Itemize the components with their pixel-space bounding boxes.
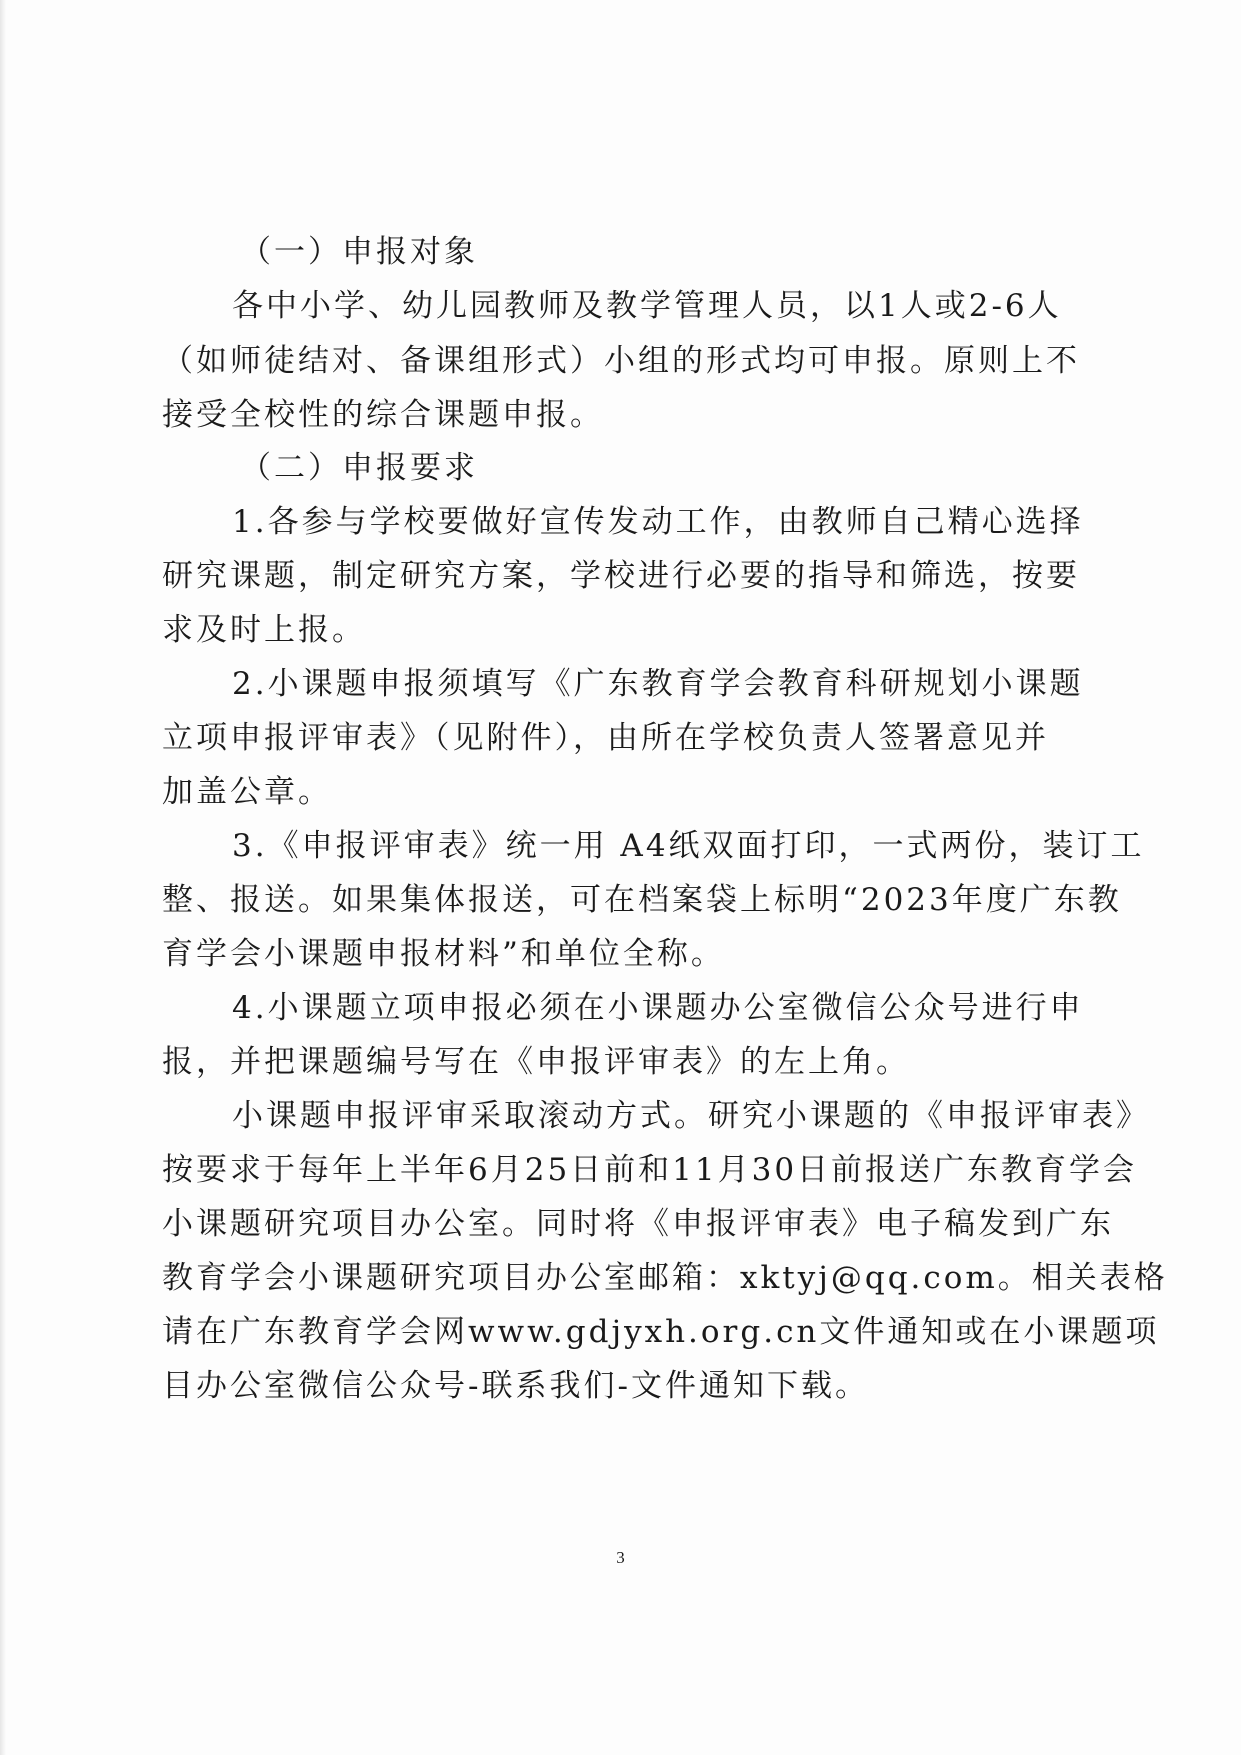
- paragraph-line: 研究课题，制定研究方案，学校进行必要的指导和筛选，按要: [162, 558, 1080, 594]
- paragraph-line: 小课题研究项目办公室。同时将《申报评审表》电子稿发到广东: [162, 1206, 1114, 1242]
- paragraph-line: 按要求于每年上半年6月25日前和11月30日前报送广东教育学会: [162, 1152, 1138, 1188]
- paragraph-line: 4.小课题立项申报必须在小课题办公室微信公众号进行申: [232, 990, 1084, 1026]
- paragraph-line: 求及时上报。: [162, 612, 366, 648]
- paragraph-line: 整、报送。如果集体报送，可在档案袋上标明“2023年度广东教: [162, 882, 1122, 918]
- paragraph-line: 育学会小课题申报材料”和单位全称。: [162, 936, 725, 972]
- paragraph-line: 教育学会小课题研究项目办公室邮箱：xktyj@qq.com。相关表格: [162, 1260, 1168, 1296]
- section-heading-2: （二）申报要求: [240, 450, 478, 486]
- paragraph-line: 请在广东教育学会网www.gdjyxh.org.cn文件通知或在小课题项: [162, 1314, 1160, 1350]
- paragraph-line: 3.《申报评审表》统一用 A4纸双面打印，一式两份，装订工: [232, 828, 1145, 864]
- paragraph-line: 各中小学、幼儿园教师及教学管理人员，以1人或2-6人: [232, 288, 1062, 324]
- paragraph-line: 立项申报评审表》（见附件），由所在学校负责人签署意见并: [162, 720, 1049, 756]
- page-number: 3: [616, 1548, 625, 1567]
- paragraph-line: 接受全校性的综合课题申报。: [162, 397, 604, 433]
- paragraph-line: 1.各参与学校要做好宣传发动工作，由教师自己精心选择: [232, 504, 1084, 540]
- section-heading-1: （一）申报对象: [240, 234, 478, 270]
- paragraph-line: 2.小课题申报须填写《广东教育学会教育科研规划小课题: [232, 666, 1084, 702]
- paragraph-line: 报，并把课题编号写在《申报评审表》的左上角。: [162, 1044, 910, 1080]
- paragraph-line: 加盖公章。: [162, 774, 332, 810]
- paragraph-line: 小课题申报评审采取滚动方式。研究小课题的《申报评审表》: [232, 1098, 1150, 1134]
- paragraph-line: （如师徒结对、备课组形式）小组的形式均可申报。原则上不: [162, 343, 1080, 379]
- paragraph-line: 目办公室微信公众号-联系我们-文件通知下载。: [162, 1368, 869, 1404]
